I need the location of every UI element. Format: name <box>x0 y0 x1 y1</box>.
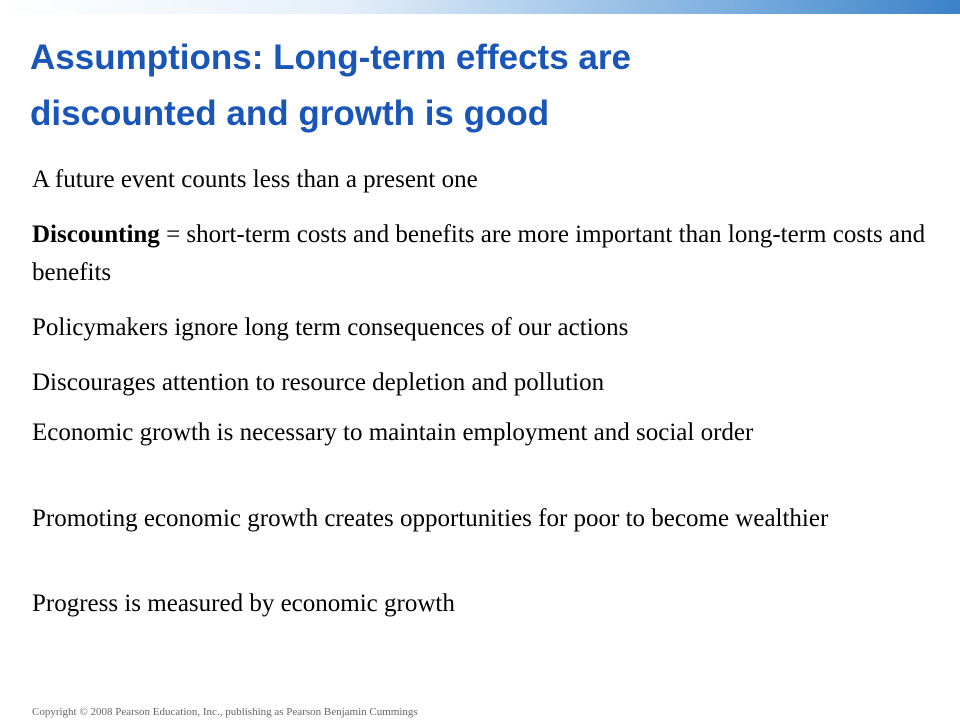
bullet-policymakers: Policymakers ignore long term consequences of our actions <box>32 314 629 341</box>
copyright-notice: Copyright © 2008 Pearson Education, Inc., publishing as Pearson Benjamin Cummings <box>32 706 418 718</box>
discounting-term: Discounting <box>32 221 160 248</box>
title-line-1: Assumptions: Long-term effects are <box>30 38 631 77</box>
bullet-future-event: A future event counts less than a present one <box>32 166 478 193</box>
bullet-discourages: Discourages attention to resource depletion and pollution <box>32 369 605 396</box>
bullet-discounting <box>32 216 927 292</box>
bullet-progress: Progress is measured by economic growth <box>32 590 455 617</box>
slide-title <box>30 30 930 142</box>
title-line-2: discounted and growth is good <box>30 94 550 133</box>
bullet-promoting-growth: Promoting economic growth creates opportunities for poor to become wealthier <box>32 505 829 532</box>
bullet-economic-growth: Economic growth is necessary to maintain employment and social order <box>32 419 754 446</box>
header-gradient-bar <box>0 0 960 14</box>
discounting-definition: = short-term costs and benefits are more important than long-term costs and benefits <box>32 221 926 286</box>
